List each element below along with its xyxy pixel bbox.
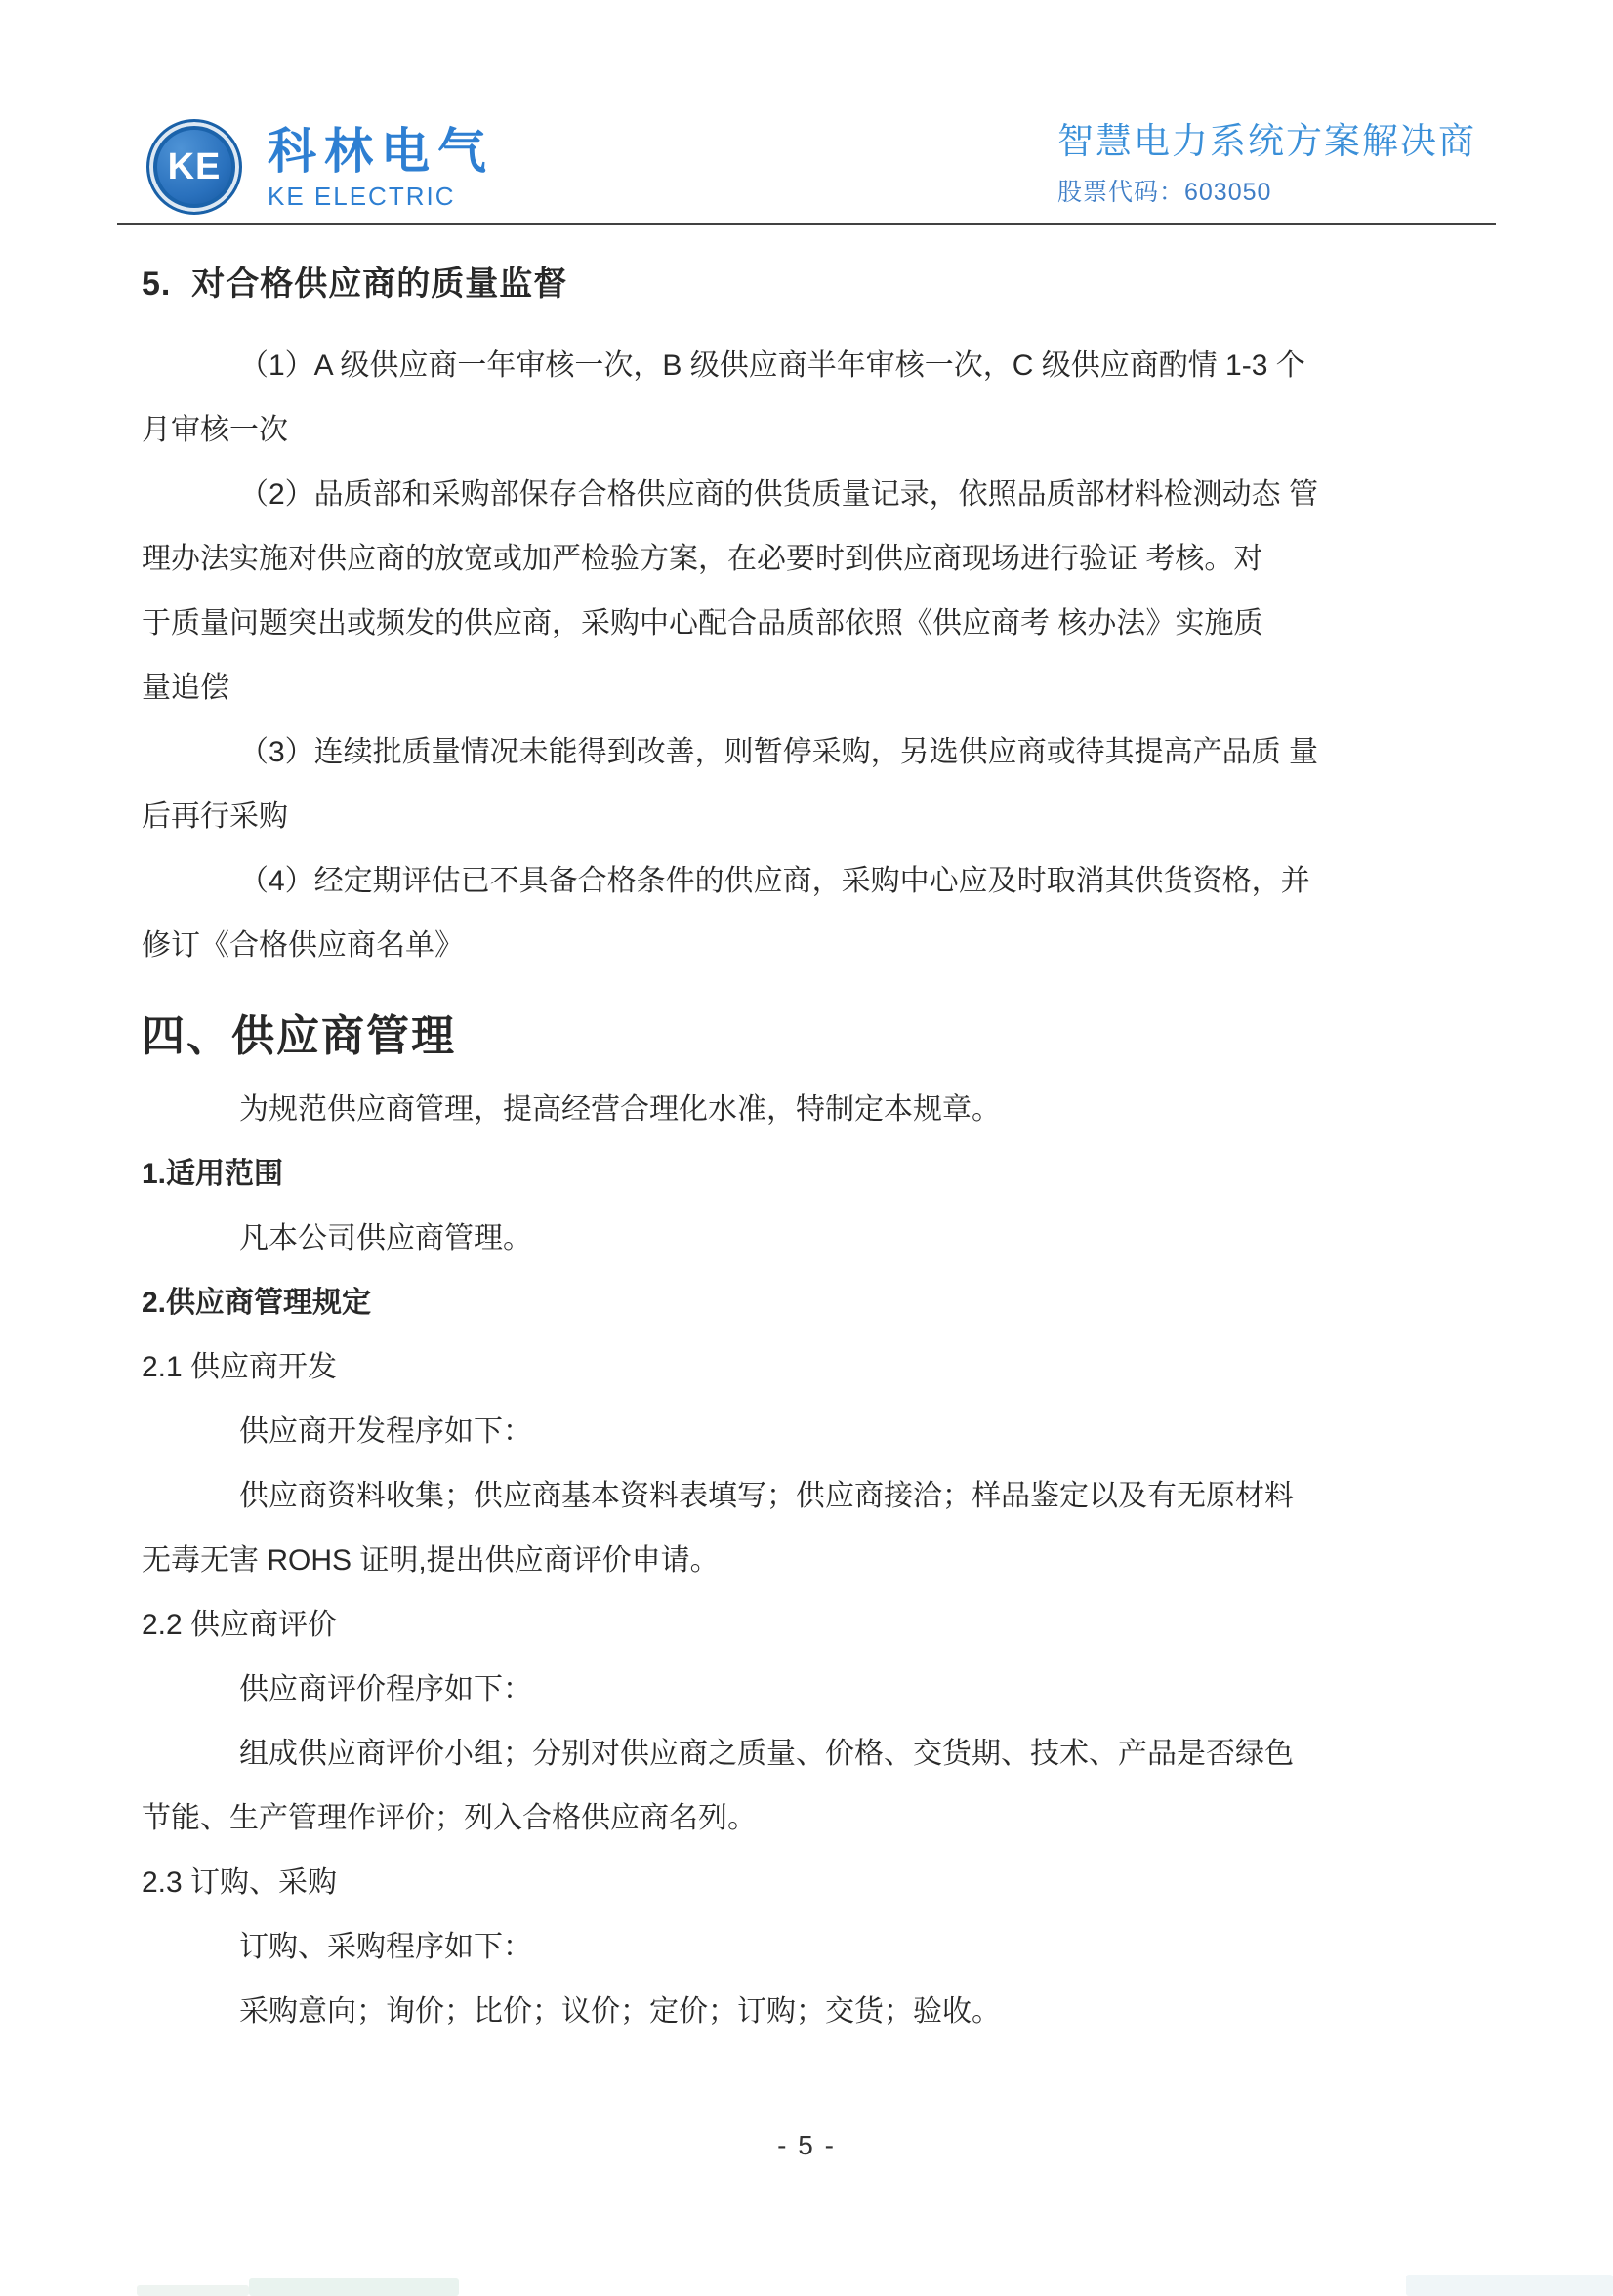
subsection-heading: 1.适用范围 — [142, 1158, 284, 1190]
company-tagline: 智慧电力系统方案解决商 — [1057, 121, 1476, 161]
text-line: 2.2 供应商评价 — [142, 1609, 338, 1641]
text-line: 组成供应商评价小组；分别对供应商之质量、价格、交货期、技术、产品是否绿色 — [239, 1738, 1294, 1770]
chapter-heading: 四、供应商管理 — [142, 1012, 456, 1060]
logo-wordmark — [268, 119, 494, 209]
text-line: （4）经定期评估已不具备合格条件的供应商，采购中心应及时取消其供货资格，并 — [239, 865, 1310, 897]
text-line: 理办法实施对供应商的放宽或加严检验方案，在必要时到供应商现场进行验证 考核。对 — [142, 543, 1263, 575]
company-logo — [146, 119, 494, 215]
text-line: 2.3 订购、采购 — [142, 1866, 338, 1899]
text-line: （1）A 级供应商一年审核一次，B 级供应商半年审核一次，C 级供应商酌情 1-3 个 — [239, 349, 1305, 382]
page-header — [0, 0, 1613, 225]
ke-logo-icon — [146, 119, 242, 215]
text-line: 供应商评价程序如下： — [239, 1673, 532, 1705]
company-name-en: KE ELECTRIC — [268, 182, 456, 211]
text-line: 凡本公司供应商管理。 — [239, 1222, 532, 1254]
text-line: 供应商开发程序如下： — [239, 1415, 532, 1448]
text-line: 修订《合格供应商名单》 — [142, 929, 464, 962]
page-footer — [0, 2130, 1613, 2161]
text-line: 量追偿 — [142, 672, 229, 704]
scan-artifact — [1406, 2275, 1613, 2296]
text-line: 无毒无害 ROHS 证明,提出供应商评价申请。 — [142, 1544, 720, 1577]
scan-artifact — [137, 2285, 249, 2296]
header-divider — [117, 223, 1496, 226]
text-line: 订购、采购程序如下： — [239, 1931, 532, 1963]
text-line: （2）品质部和采购部保存合格供应商的供货质量记录，依照品质部材料检测动态 管 — [239, 478, 1319, 511]
ke-logo-letters: KE — [167, 145, 222, 187]
scan-artifact — [249, 2278, 459, 2296]
page-number: - 5 - — [777, 2130, 836, 2160]
text-line: 节能、生产管理作评价；列入合格供应商名列。 — [142, 1802, 757, 1834]
document-body — [142, 244, 1501, 2044]
text-line: 月审核一次 — [142, 414, 288, 446]
text-line: 后再行采购 — [142, 800, 288, 833]
text-line: 2.1 供应商开发 — [142, 1351, 338, 1383]
stock-code: 股票代码：603050 — [1057, 179, 1272, 206]
text-line: 供应商资料收集；供应商基本资料表填写；供应商接洽；样品鉴定以及有无原材料 — [239, 1480, 1294, 1512]
company-name-cn: 科林电气 — [268, 124, 494, 179]
text-line: 于质量问题突出或频发的供应商，采购中心配合品质部依照《供应商考 核办法》实施质 — [142, 607, 1263, 639]
text-line: 采购意向；询价；比价；议价；定价；订购；交货；验收。 — [239, 1995, 1001, 2028]
subsection-heading: 2.供应商管理规定 — [142, 1287, 372, 1319]
header-right — [1057, 123, 1476, 205]
section-heading: 5. 对合格供应商的质量监督 — [142, 266, 568, 303]
text-line: 为规范供应商管理，提高经营合理化水准，特制定本规章。 — [239, 1093, 1001, 1126]
text-line: （3）连续批质量情况未能得到改善，则暂停采购，另选供应商或待其提高产品质 量 — [239, 736, 1319, 768]
